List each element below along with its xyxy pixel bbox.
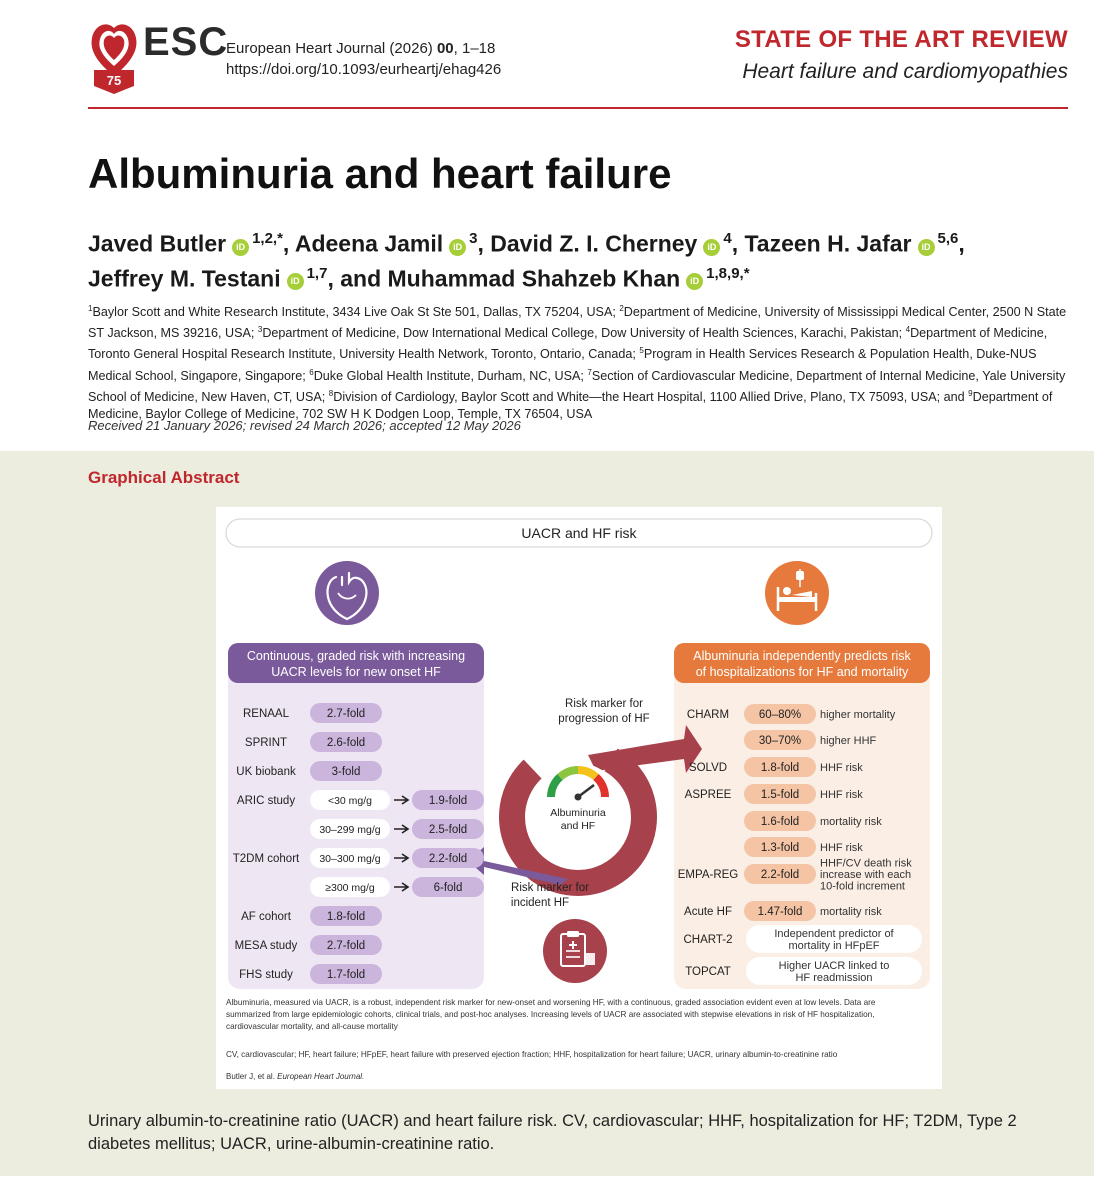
- right-description: mortality risk: [820, 816, 882, 828]
- right-value: 1.6-fold: [760, 816, 800, 828]
- incident-marker-line1: Risk marker for: [511, 882, 589, 894]
- affiliation-number: 8: [328, 388, 334, 398]
- affiliation-text: Department of Medicine, Baylor College of Medicine, 702 SW H K Dodgen Loop, Temple, TX 76504, USA: [88, 389, 1053, 421]
- right-study-name: CHARM: [686, 709, 730, 721]
- center-label-line1: Albuminuria: [550, 807, 606, 819]
- left-study-name: AF cohort: [241, 911, 291, 923]
- orcid-icon[interactable]: iD: [287, 273, 304, 290]
- affiliation-text: Section of Cardiovascular Medicine, Department of Internal Medicine, Yale University School of Medicine, New Haven, CT, USA;: [88, 368, 1066, 404]
- author-separator: ,: [477, 230, 491, 257]
- affiliation-number: 5: [639, 346, 644, 356]
- affiliation-number: 4: [905, 325, 911, 335]
- journal-citation: [226, 38, 501, 80]
- ga-credit-author: Butler J, et al.: [226, 1072, 278, 1081]
- right-study-name: CHART-2: [683, 934, 733, 946]
- left-fold-value: 1.9-fold: [428, 795, 468, 807]
- right-value: 60–80%: [758, 709, 802, 721]
- author-name[interactable]: Jeffrey M. Testani: [88, 265, 281, 292]
- left-study-name: RENAAL: [242, 708, 290, 720]
- left-study-name: ARIC study: [236, 795, 296, 807]
- affiliation-number: 9: [968, 388, 973, 398]
- clipboard-icon: [543, 919, 607, 983]
- right-value: 1.5-fold: [760, 789, 800, 801]
- article-section: Heart failure and cardiomyopathies: [742, 60, 1068, 83]
- author-name[interactable]: Tazeen H. Jafar: [744, 230, 912, 257]
- affiliation-number: 3: [257, 325, 263, 335]
- graphical-abstract-label: Graphical Abstract: [88, 468, 240, 487]
- left-uacr-range: 30–299 mg/g: [319, 824, 381, 836]
- hospital-bed-icon: [765, 561, 829, 625]
- article-title: Albuminuria and heart failure: [88, 150, 672, 197]
- orcid-icon[interactable]: iD: [232, 239, 249, 256]
- affiliation-text: Baylor Scott and White Research Institute, 3434 Live Oak St Ste 501, Dallas, TX 75204, USA;: [92, 305, 620, 320]
- author-separator: ,: [282, 230, 295, 257]
- article-type: STATE OF THE ART REVIEW: [734, 26, 1068, 53]
- left-uacr-range: <30 mg/g: [327, 795, 373, 807]
- received-dates: Received 21 January 2026; revised 24 March 2026; accepted 12 May 2026: [88, 418, 521, 433]
- author-name[interactable]: Muhammad Shahzeb Khan: [387, 265, 681, 292]
- affiliation-text: Department of Medicine, University of Mississippi Medical Center, 2500 N State ST Jackson, MS 39216, USA;: [88, 305, 1067, 341]
- affiliation-text: Department of Medicine, Toronto General Hospital Research Institute, University Health Network, Toronto, Ontario, Canada;: [88, 326, 1048, 362]
- right-description: increase with each: [820, 869, 912, 881]
- author-name[interactable]: David Z. I. Cherney: [490, 230, 698, 257]
- right-description: HHF/CV death risk: [820, 857, 912, 870]
- right-study-name: Acute HF: [684, 906, 732, 918]
- author-affiliation-marks: 1,8,9,*: [706, 264, 750, 282]
- author-separator: ,: [731, 230, 745, 257]
- author-list: [88, 224, 1068, 293]
- esc-logo-text: ESC: [143, 20, 229, 64]
- right-value: 1.47-fold: [757, 906, 803, 918]
- right-description: HHF risk: [820, 842, 863, 854]
- left-header-line1: Continuous, graded risk with increasing: [246, 649, 466, 663]
- header-divider: [88, 107, 1068, 109]
- right-study-name: ASPREE: [684, 789, 732, 801]
- ga-abbreviations: CV, cardiovascular; HF, heart failure; HFpEF, heart failure with preserved ejection fraction; HHF, hospitalization for heart failure; UACR, urinary albumin-to-creatinine ratio: [226, 1050, 838, 1059]
- left-fold-value: 1.7-fold: [326, 969, 366, 981]
- author-affiliation-marks: 1,7: [306, 264, 328, 282]
- right-study-name: EMPA-REG: [677, 869, 739, 881]
- right-description: 10-fold increment: [820, 880, 905, 893]
- left-study-name: FHS study: [239, 969, 293, 981]
- affiliation-number: 1: [88, 304, 93, 313]
- right-study-name: SOLVD: [688, 762, 728, 774]
- center-label-line2: and HF: [560, 820, 596, 832]
- left-uacr-range: 30–300 mg/g: [319, 853, 381, 865]
- journal-name: European Heart Journal (2026): [226, 40, 437, 57]
- right-value: 2.2-fold: [760, 869, 800, 881]
- incident-marker-line2: incident HF: [510, 897, 570, 909]
- affiliation-number: 7: [587, 367, 592, 377]
- left-fold-value: 2.7-fold: [326, 940, 366, 952]
- author-affiliation-marks: 3: [469, 230, 478, 247]
- left-study-name: MESA study: [234, 940, 298, 952]
- author-name[interactable]: Adeena Jamil: [294, 230, 444, 257]
- right-value: 1.3-fold: [760, 842, 800, 854]
- right-description: HHF risk: [820, 789, 863, 801]
- author-separator: ,: [958, 230, 965, 257]
- orcid-icon[interactable]: iD: [703, 239, 720, 256]
- author-affiliation-marks: 1,2,*: [252, 230, 283, 247]
- right-study-name: TOPCAT: [685, 966, 731, 978]
- left-header-line2: UACR levels for new onset HF: [271, 665, 441, 679]
- left-study-name: T2DM cohort: [232, 853, 300, 865]
- right-wide-text: Higher UACR linked to: [778, 960, 890, 972]
- doi-link[interactable]: https://doi.org/10.1093/eurheartj/ehag426: [226, 61, 502, 78]
- affiliation-text: Division of Cardiology, Baylor Scott and White—the Heart Hospital, 1100 Allied Drive, Plano, TX 75093, USA; and: [333, 389, 969, 404]
- author-separator: , and: [327, 265, 388, 292]
- right-wide-text: mortality in HFpEF: [788, 940, 880, 952]
- author-affiliation-marks: 5,6: [937, 230, 959, 247]
- ga-footnote-line2: summarized from large epidemiologic cohorts, clinical trials, and post-hoc analyses. Increasing levels of UACR are associated with stepwise elevations in risk of HF hospitalization,: [226, 1010, 875, 1019]
- affiliations: [88, 300, 1068, 423]
- affiliation-text: Duke Global Health Institute, Durham, NC, USA;: [313, 368, 588, 383]
- left-fold-value: 2.6-fold: [326, 737, 366, 749]
- ga-footnote-line1: Albuminuria, measured via UACR, is a robust, independent risk marker for new-onset and worsening HF, with a continuous, graded association evident even at low levels. Data are: [226, 998, 876, 1007]
- right-header-line1: Albuminuria independently predicts risk: [693, 649, 911, 663]
- ga-credit-journal: European Heart Journal.: [277, 1072, 365, 1081]
- orcid-icon[interactable]: iD: [686, 273, 703, 290]
- author-name[interactable]: Javed Butler: [88, 230, 227, 257]
- affiliation-number: 6: [309, 367, 314, 377]
- right-description: higher mortality: [820, 709, 896, 721]
- ga-footnote-line3: cardiovascular mortality, and all-cause mortality: [226, 1022, 398, 1031]
- journal-volume: 00: [436, 40, 454, 57]
- heart-anatomy-icon: [315, 561, 379, 625]
- right-value: 30–70%: [758, 735, 802, 747]
- orcid-icon[interactable]: iD: [918, 239, 935, 256]
- graphical-abstract-svg: [216, 507, 942, 1089]
- right-description: mortality risk: [820, 906, 882, 918]
- right-value: 1.8-fold: [760, 762, 800, 774]
- left-fold-value: 2.5-fold: [428, 824, 468, 836]
- logo-badge: 75: [106, 73, 122, 88]
- progression-marker-line2: progression of HF: [558, 713, 650, 725]
- left-study-name: SPRINT: [244, 737, 288, 749]
- ga-title: UACR and HF risk: [521, 525, 637, 541]
- orcid-icon[interactable]: iD: [449, 239, 466, 256]
- figure-caption: Urinary albumin-to-creatinine ratio (UACR) and heart failure risk. CV, cardiovascular; HHF, hospitalization for HF; T2DM, Type 2 diabetes mellitus; UACR, urine-albumin-creatinine ratio.: [88, 1112, 1017, 1153]
- right-header-line2: of hospitalizations for HF and mortality: [695, 665, 909, 679]
- author-affiliation-marks: 4: [723, 230, 732, 247]
- left-study-name: UK biobank: [236, 766, 296, 778]
- journal-header: [0, 0, 1094, 110]
- affiliation-text: Department of Medicine, Dow International Medical College, Dow University of Health Sciences, Karachi, Pakistan;: [262, 326, 906, 341]
- left-fold-value: 2.2-fold: [428, 853, 468, 865]
- right-description: higher HHF: [820, 735, 877, 747]
- journal-pages: , 1–18: [453, 40, 496, 57]
- right-wide-text: HF readmission: [795, 972, 873, 984]
- left-fold-value: 3-fold: [331, 766, 361, 778]
- affiliation-text: Program in Health Services Research & Population Health, Duke-NUS Medical School, Singapore, Singapore;: [88, 347, 1037, 383]
- left-fold-value: 6-fold: [433, 882, 463, 894]
- right-wide-text: Independent predictor of: [774, 928, 894, 940]
- affiliation-number: 2: [619, 304, 624, 313]
- progression-marker-line1: Risk marker for: [565, 698, 643, 710]
- left-uacr-range: ≥300 mg/g: [325, 882, 375, 894]
- left-fold-value: 1.8-fold: [326, 911, 366, 923]
- left-fold-value: 2.7-fold: [326, 708, 366, 720]
- right-description: HHF risk: [820, 762, 863, 774]
- ga-credit: [226, 1072, 364, 1081]
